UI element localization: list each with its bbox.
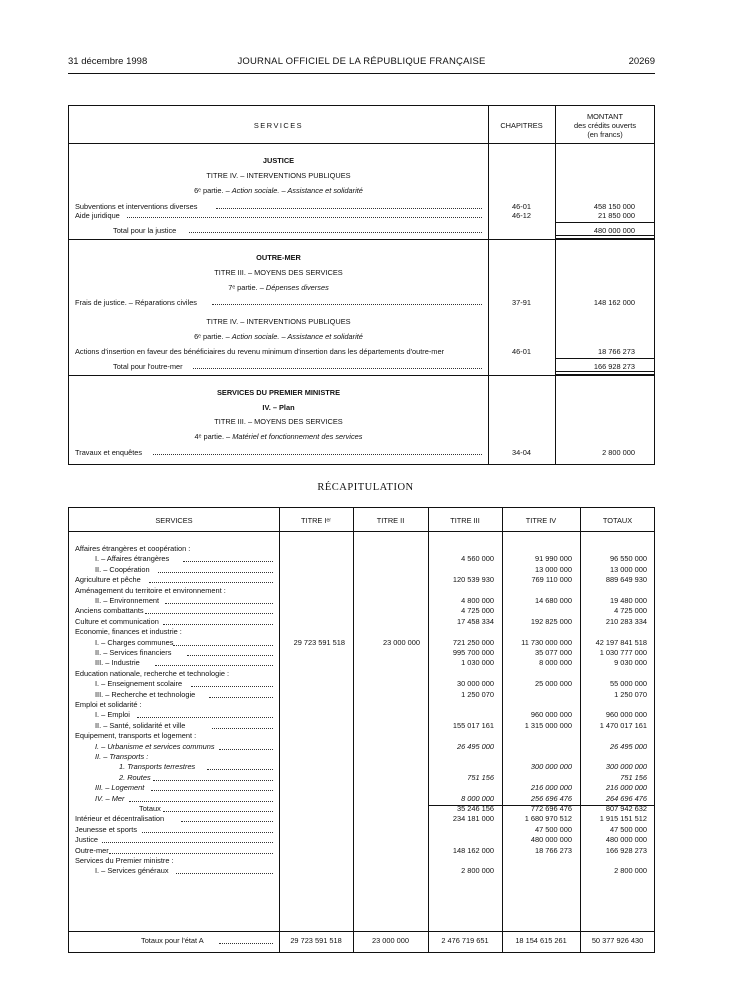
total-value: 18 154 615 261 [515,936,567,945]
row-label: Intérieur et décentralisation [75,814,165,824]
header-divider [69,143,654,144]
cell-value: 216 000 000 [530,783,572,793]
total-value: 29 723 591 518 [290,936,342,945]
page-header [68,56,655,72]
row-label: II. – Santé, solidarité et ville [95,720,186,730]
titre-heading: TITRE IV. – INTERVENTIONS PUBLIQUES [206,317,351,326]
cell-value: 1 680 970 512 [524,814,572,824]
total-value: 480 000 000 [593,226,635,235]
cell-value: 13 000 000 [610,564,647,574]
cell-value: 35 246 156 [457,804,494,813]
cell-value: 8 000 000 [461,793,494,803]
cell-value: 17 458 334 [457,616,494,626]
cell-value: 960 000 000 [605,710,647,720]
cell-value: 1 250 070 [461,689,494,699]
section-heading-premier-ministre: SERVICES DU PREMIER MINISTRE [216,388,341,397]
cell-value: 210 283 334 [605,616,647,626]
amount-value: 21 850 000 [598,211,635,220]
col-header-services: SERVICES [253,121,304,130]
line-label: Subventions et interventions diverses [75,202,198,211]
col-header-montant-unit: (en francs) [587,130,623,139]
row-label: Culture et communication [75,616,159,626]
row-label: I. – Enseignement scolaire [95,679,183,689]
row-label: Justice [75,835,99,845]
leader-dots [219,749,273,750]
row-label: III. – Logement [95,783,145,793]
cell-value: 772 696 476 [530,804,572,813]
cell-value: 1 030 000 [461,658,494,668]
leader-dots [181,821,273,822]
leader-dots [187,655,273,656]
subtotal-rule [555,358,655,359]
cell-value: 120 539 930 [452,575,494,585]
cell-value: 55 000 000 [610,679,647,689]
column-divider [488,106,489,464]
total-label: Totaux pour l'état A [141,936,204,945]
col-header: SERVICES [155,516,193,525]
cell-value: 47 500 000 [535,824,572,834]
cell-value: 300 000 000 [605,762,647,772]
col-header: TITRE Iᵉʳ [301,516,331,525]
header-journal-title: JOURNAL OFFICIEL DE LA RÉPUBLIQUE FRANÇAISE [237,56,486,67]
leader-dots [155,665,273,666]
partie-heading: 4ᵉ partie. – Matériel et fonctionnement des services [194,432,363,441]
cell-value: 23 000 000 [383,637,420,647]
row-label: III. – Industrie [95,658,140,668]
row-label: I. – Affaires étrangères [95,554,170,564]
header-rule [68,73,655,74]
cell-value: 264 696 476 [605,793,647,803]
amount-value: 458 150 000 [593,202,635,211]
col-header: TITRE II [376,516,405,525]
leader-dots [193,368,482,369]
row-label: Anciens combattants [75,606,144,616]
partie-heading: 6ᵉ partie. – Action sociale. – Assistance et solidarité [194,332,363,341]
cell-value: 4 560 000 [461,554,494,564]
cell-value: 995 700 000 [452,648,494,657]
cell-value: 480 000 000 [605,835,647,845]
leader-dots [149,582,273,583]
col-header: TITRE III [450,516,480,525]
row-label: Equipement, transports et logement : [75,731,197,741]
cell-value: 155 017 161 [452,720,494,730]
row-label: Totaux [139,804,161,813]
row-label: Affaires étrangères et coopération : [75,544,191,553]
cell-value: 1 470 017 161 [599,720,647,730]
cell-value: 1 915 151 512 [599,814,647,824]
row-label: IV. – Mer [95,793,125,803]
total-value: 166 928 273 [593,362,635,371]
cell-value: 26 495 000 [610,741,647,751]
total-divider [69,931,654,932]
cell-value: 769 110 000 [531,575,572,585]
amount-value: 18 766 273 [598,347,635,356]
titre-heading: TITRE III. – MOYENS DES SERVICES [214,268,343,277]
cell-value: 8 000 000 [539,658,572,668]
section-heading-outremer: OUTRE-MER [256,253,301,262]
leader-dots [158,572,273,573]
chapter-number: 34-04 [512,448,531,457]
leader-dots [207,769,273,770]
row-label: II. – Coopération [95,564,150,574]
total-label: Total pour l'outre-mer [113,362,183,371]
leader-dots [191,686,273,687]
row-label: Aménagement du territoire et environnement : [75,585,226,595]
row-label: 1. Transports terrestres [119,762,196,772]
line-label: Aide juridique [75,211,120,220]
row-label: Agriculture et pêche [75,575,141,585]
header-divider [69,531,654,532]
row-label: Education nationale, recherche et technologie : [75,668,230,678]
row-label: Jeunesse et sports [75,824,138,834]
leader-dots [109,853,273,854]
row-label: II. – Environnement [95,596,160,605]
chapter-number: 37-91 [512,298,531,307]
leader-dots [189,232,482,233]
cell-value: 256 696 476 [530,793,572,803]
cell-value: 960 000 000 [530,710,572,720]
row-label: III. – Recherche et technologie [95,689,196,699]
leader-dots [127,217,482,218]
leader-dots [219,943,273,944]
partie-heading: 6ᵉ partie. – Action sociale. – Assistance et solidarité [194,186,363,195]
column-divider [279,508,280,952]
cell-value: 91 990 000 [535,554,572,564]
row-label: II. – Services financiers [95,648,172,657]
leader-dots [173,645,273,646]
line-label: Actions d'insertion en faveur des bénéficiaires du revenu minimum d'insertion dans les départements d'outre-mer [75,347,445,356]
line-label: Frais de justice. – Réparations civiles [75,298,197,307]
cell-value: 4 725 000 [614,606,647,616]
amount-value: 2 800 000 [602,448,635,457]
leader-dots [212,728,273,729]
cell-value: 2 800 000 [614,866,647,876]
cell-value: 192 825 000 [530,616,572,626]
total-value: 23 000 000 [372,936,409,945]
credits-table [68,105,655,465]
cell-value: 1 250 070 [614,689,647,699]
leader-dots [153,454,482,455]
chapter-number: 46-12 [512,211,531,220]
leader-dots [129,801,273,802]
titre-heading: TITRE III. – MOYENS DES SERVICES [214,417,343,426]
column-divider [555,106,556,464]
header-date: 31 décembre 1998 [68,56,148,67]
recap-title: RÉCAPITULATION [317,482,414,493]
cell-value: 26 495 000 [457,741,494,751]
leader-dots [137,717,273,718]
cell-value: 29 723 591 518 [293,637,345,647]
header-page-number: 20269 [628,56,655,67]
col-header: TOTAUX [602,516,633,525]
row-label: I. – Services généraux [95,866,169,876]
subtotal-rule [555,222,655,223]
cell-value: 234 181 000 [452,814,494,824]
cell-value: 14 680 000 [535,596,572,605]
cell-value: 721 250 000 [452,637,494,647]
section-heading-justice: JUSTICE [262,156,295,165]
col-header-montant: MONTANT [587,112,623,121]
row-label: Emploi et solidarité : [75,700,142,709]
leader-dots [151,790,273,791]
total-label: Total pour la justice [113,226,177,235]
cell-value: 751 156 [467,772,494,782]
cell-value: 30 000 000 [457,679,494,689]
total-value: 50 377 926 430 [591,936,644,945]
cell-value: 25 000 000 [535,679,572,689]
cell-value: 751 156 [620,772,647,782]
row-label: I. – Urbanisme et services communs [95,741,215,751]
cell-value: 148 162 000 [452,845,494,855]
cell-value: 216 000 000 [605,783,647,793]
col-header-montant-sub: des crédits ouverts [573,121,637,130]
leader-dots [216,208,482,209]
cell-value: 47 500 000 [610,824,647,834]
cell-value: 18 766 273 [535,845,572,855]
cell-value: 42 197 841 518 [595,637,647,647]
recap-table [68,507,655,953]
cell-value: 9 030 000 [614,658,647,668]
leader-dots [153,780,273,781]
cell-value: 807 942 632 [605,804,647,813]
row-label: 2. Routes [119,772,151,782]
row-label: II. – Transports : [95,752,149,761]
titre-heading: TITRE IV. – INTERVENTIONS PUBLIQUES [206,171,351,180]
row-label: I. – Charges communes [95,637,174,647]
cell-value: 2 800 000 [461,866,494,876]
cell-value: 35 077 000 [535,648,572,657]
cell-value: 1 030 777 000 [599,648,647,657]
column-divider [353,508,354,952]
leader-dots [165,603,273,604]
leader-dots [209,697,273,698]
row-label: I. – Emploi [95,710,130,720]
section-divider [69,375,654,376]
leader-dots [145,613,273,614]
leader-dots [163,624,273,625]
cell-value: 889 649 930 [605,575,647,585]
col-header-chapitres: CHAPITRES [500,121,543,130]
leader-dots [102,842,273,843]
sub-heading: IV. – Plan [262,403,295,412]
leader-dots [212,304,482,305]
row-label: Economie, finances et industrie : [75,627,182,637]
line-label: Travaux et enquêtes [75,448,143,457]
total-value: 2 476 719 651 [441,936,489,945]
cell-value: 19 480 000 [610,596,647,605]
cell-value: 4 725 000 [461,606,494,616]
chapter-number: 46-01 [512,347,531,356]
row-label: Services du Premier ministre : [75,856,174,865]
cell-value: 11 730 000 000 [521,637,572,647]
leader-dots [183,561,273,562]
row-label: Outre-mer [75,845,109,855]
cell-value: 13 000 000 [535,564,572,574]
amount-value: 148 162 000 [593,298,635,307]
partie-heading: 7ᵉ partie. – Dépenses diverses [228,283,329,292]
chapter-number: 46-01 [512,202,531,211]
cell-value: 1 315 000 000 [524,720,572,730]
cell-value: 96 550 000 [610,554,647,564]
leader-dots [142,832,273,833]
col-header: TITRE IV [525,516,557,525]
section-divider [69,239,654,240]
cell-value: 4 800 000 [461,596,494,605]
leader-dots [163,811,273,812]
cell-value: 300 000 000 [530,762,572,772]
leader-dots [176,873,273,874]
cell-value: 166 928 273 [605,845,647,855]
cell-value: 480 000 000 [530,835,572,845]
